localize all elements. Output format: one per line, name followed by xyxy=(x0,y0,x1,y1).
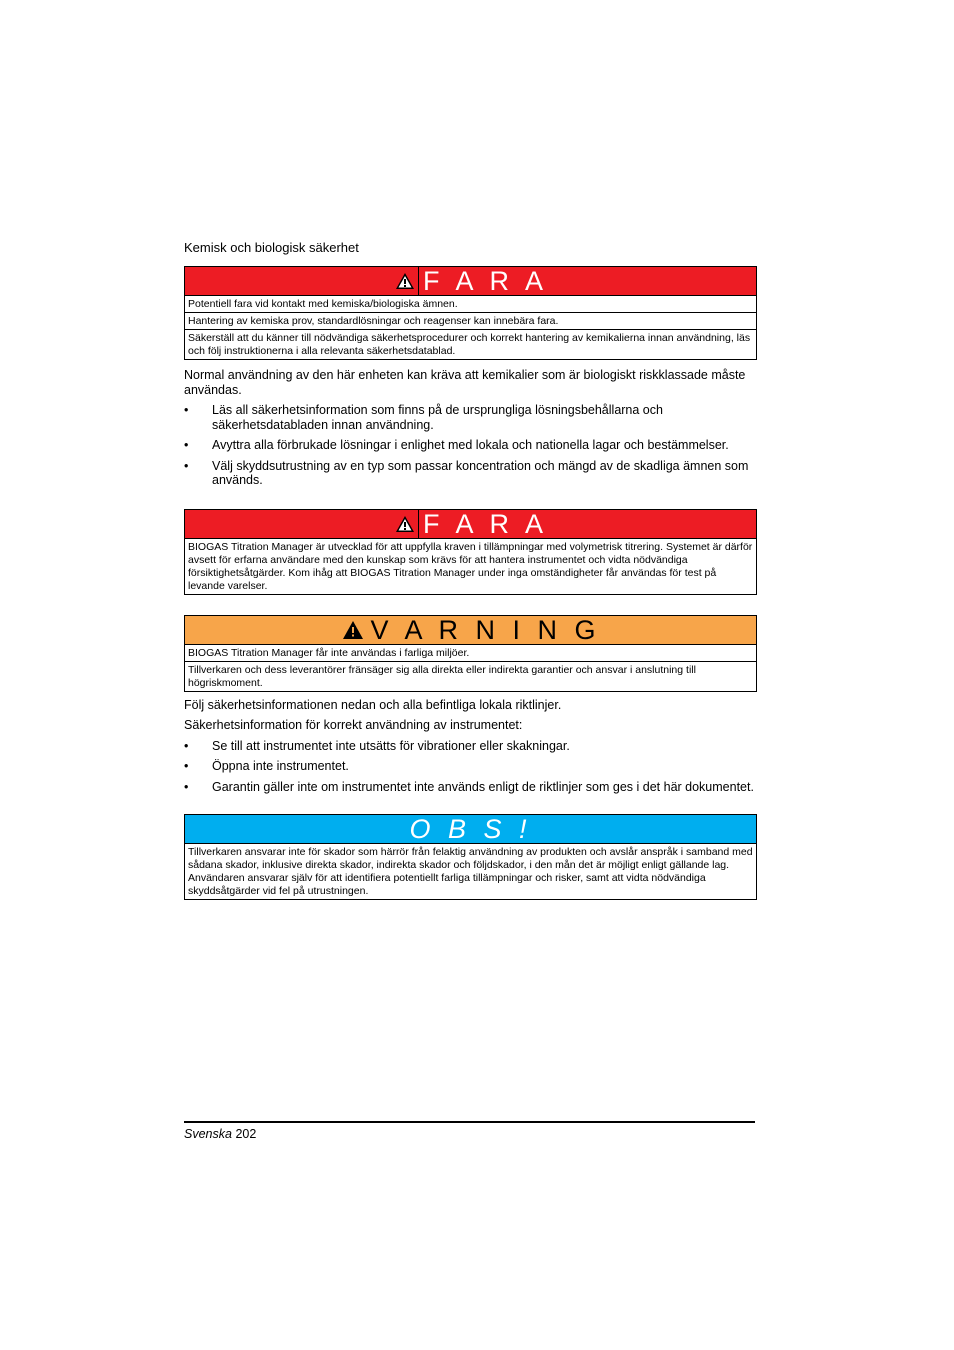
notice-body xyxy=(185,645,756,691)
bullet-list-2 xyxy=(184,739,757,795)
warning-triangle-icon xyxy=(340,616,366,644)
footer-rule xyxy=(184,1121,755,1123)
notice-body xyxy=(185,539,756,594)
bullet-glyph: • xyxy=(184,403,189,417)
notice-line: Tillverkaren och dess leverantörer fränsäger sig alla direkta eller indirekta garantier och ansvar i anslutning till högriskmoment. xyxy=(188,663,696,689)
bullet-glyph: • xyxy=(184,759,189,773)
bullet-glyph: • xyxy=(184,779,189,794)
notice-line: Tillverkaren ansvarar inte för skador som härrör från felaktig användning av produkten och avslår anspråk i samband med sådana skador, inklusive direkta skador, indirekta skador och följdskador, i den mån det är möjligt enligt gällande lag. Användaren ansvarar själv för att identifiera potentiellt farliga tillämpningar och risker, samt att vidta nödvändiga skyddsåtgärder vid fel på utrustningen. xyxy=(188,846,753,897)
obs-notice xyxy=(184,814,757,900)
notice-body xyxy=(185,844,756,899)
section-heading: Kemisk och biologisk säkerhet xyxy=(184,240,359,255)
warning-notice xyxy=(184,615,757,692)
warning-notice-header xyxy=(185,616,756,645)
body-paragraph: Normal användning av den här enheten kan kräva att kemikalier som är biologiskt riskklassade måste användas. xyxy=(184,368,746,397)
list-item xyxy=(184,780,757,795)
notice-title: F A R A xyxy=(422,508,549,539)
page-content xyxy=(184,240,757,900)
list-item-text: Garantin gäller inte om instrumentet inte används enligt de riktlinjer som ges i det här dokumentet. xyxy=(212,779,754,794)
page-footer xyxy=(184,1127,256,1141)
notice-line: Säkerställ att du känner till nödvändiga säkerhetsprocedurer och korrekt hantering av kemikalierna innan användning, läs och följ instruktionerna i alla relevanta säkerhetsdatablad. xyxy=(188,332,751,357)
list-item-text: Se till att instrumentet inte utsätts för vibrationer eller skakningar. xyxy=(212,738,570,753)
bullet-glyph: • xyxy=(184,438,189,452)
obs-notice-header xyxy=(185,815,756,844)
list-item-text: Välj skyddsutrustning av en typ som passar koncentration och mängd av de skadliga ämnen som används. xyxy=(212,458,749,487)
list-item xyxy=(184,438,757,453)
list-item xyxy=(184,759,757,774)
notice-title: O B S ! xyxy=(409,814,532,844)
notice-line: Hantering av kemiska prov, standardlösningar och reagenser kan innebära fara. xyxy=(185,313,756,330)
danger-notice-1 xyxy=(184,266,757,360)
footer-page-number: 202 xyxy=(235,1127,257,1141)
bullet-list-1 xyxy=(184,403,757,488)
danger-notice-2 xyxy=(184,509,757,595)
body-paragraph: Följ säkerhetsinformationen nedan och alla befintliga lokala riktlinjer. xyxy=(184,697,562,712)
footer-language: Svenska xyxy=(184,1127,232,1141)
bullet-glyph: • xyxy=(184,458,189,473)
notice-line: Potentiell fara vid kontakt med kemiska/biologiska ämnen. xyxy=(185,296,756,313)
danger-notice-header xyxy=(185,510,756,539)
warning-triangle-icon xyxy=(393,267,419,295)
notice-title: V A R N I N G xyxy=(370,614,601,645)
list-item xyxy=(184,403,757,432)
warning-triangle-icon xyxy=(393,510,419,538)
list-item xyxy=(184,739,757,754)
danger-notice-header xyxy=(185,267,756,296)
list-item-text: Läs all säkerhetsinformation som finns på de ursprungliga lösningsbehållarna och säkerhetsdatabladen innan användning. xyxy=(212,403,663,432)
notice-title: F A R A xyxy=(422,266,549,296)
notice-body xyxy=(185,296,756,359)
list-item-text: Öppna inte instrumentet. xyxy=(212,759,349,773)
notice-line: BIOGAS Titration Manager är utvecklad för att uppfylla kraven i tillämpningar med volymetrisk titrering. Systemet är därför avsett för erfarna användare med den kunskap som krävs för att hantera instrumentet och vidta nödvändiga försiktighetsåtgärder. Kom ihåg att BIOGAS Titration Manager under inga omständigheter får användas för test på levande varelser. xyxy=(188,540,753,592)
list-item-text: Avyttra alla förbrukade lösningar i enlighet med lokala och nationella lagar och bestämmelser. xyxy=(212,438,729,452)
body-paragraph: Säkerhetsinformation för korrekt användning av instrumentet: xyxy=(184,718,523,732)
list-item xyxy=(184,459,757,488)
bullet-glyph: • xyxy=(184,738,189,753)
notice-line: BIOGAS Titration Manager får inte användas i farliga miljöer. xyxy=(185,645,756,662)
